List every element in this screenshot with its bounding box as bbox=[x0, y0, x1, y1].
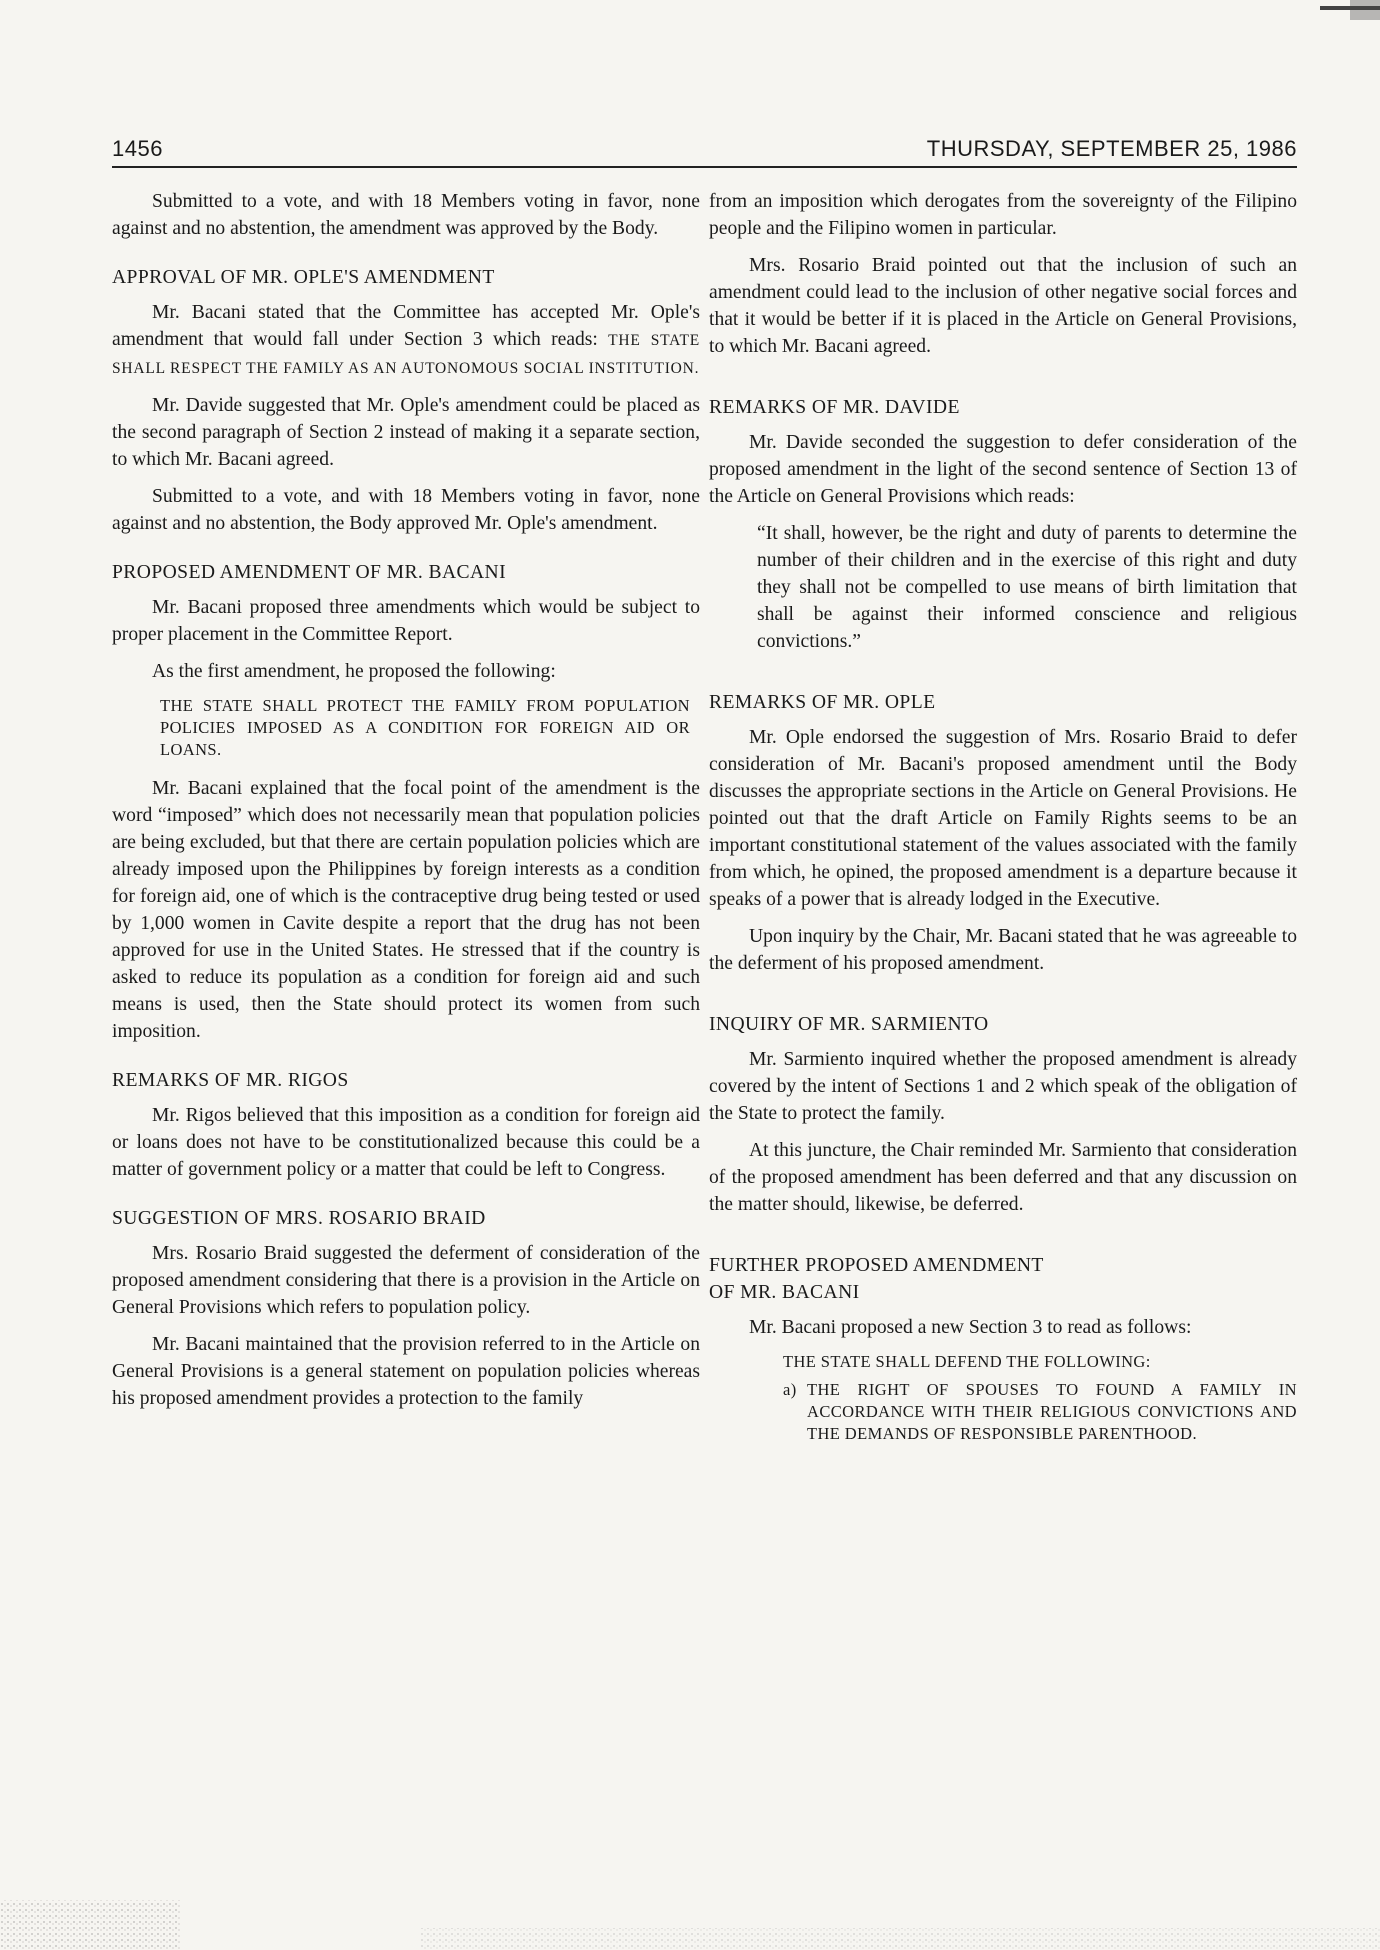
section-heading: PROPOSED AMENDMENT OF MR. BACANI bbox=[112, 562, 507, 583]
paragraph: Mr. Bacani proposed a new Section 3 to read as follows: bbox=[749, 1317, 1192, 1338]
section-heading: INQUIRY OF MR. SARMIENTO bbox=[709, 1014, 989, 1035]
list-item bbox=[783, 1379, 1297, 1445]
list-item-text: THE RIGHT OF SPOUSES TO FOUND A FAMILY IN ACCORDANCE WITH THEIR RELIGIOUS CONVICTIONS AND THE DEMANDS OF RESPONSIBLE PARENTHOOD. bbox=[807, 1380, 1297, 1443]
paragraph: Mr. Bacani explained that the focal point of the amendment is the word “imposed” which does not necessarily mean that population policies are being excluded, but that there are certain population policies which are already imposed upon the Philippines by foreign interests as a condition for foreign aid, one of which is the contraceptive drug being tested or used by 1,000 women in Cavite despite a report that the drug has not been approved for use in the United States. He stressed that if the country is asked to reduce its population as a condition for foreign aid and such means is used, then the State should protect its women from such imposition. bbox=[112, 778, 700, 1042]
page-header bbox=[112, 128, 1297, 168]
section-heading: REMARKS OF MR. OPLE bbox=[709, 692, 936, 713]
page-number: 1456 bbox=[112, 136, 163, 161]
section-heading: REMARKS OF MR. DAVIDE bbox=[709, 397, 960, 418]
paragraph: Upon inquiry by the Chair, Mr. Bacani stated that he was agreeable to the deferment of his proposed amendment. bbox=[709, 926, 1297, 974]
scan-corner-artifact bbox=[1350, 0, 1380, 20]
left-column bbox=[112, 188, 700, 1445]
scan-edge-mark bbox=[1320, 6, 1380, 10]
proposed-amendment-text: THE STATE SHALL PROTECT THE FAMILY FROM POPULATION POLICIES IMPOSED AS A CONDITION FOR FOREIGN AID OR LOANS. bbox=[160, 696, 690, 759]
paragraph: Mr. Davide suggested that Mr. Ople's amendment could be placed as the second paragraph of Section 2 instead of making it a separate section, to which Mr. Bacani agreed. bbox=[112, 395, 700, 470]
paragraph: Mr. Bacani maintained that the provision referred to in the Article on General Provisions is a general statement on population policies whereas his proposed amendment provides a protection to the family bbox=[112, 1334, 700, 1409]
quoted-provision: “It shall, however, be the right and duty of parents to determine the number of their children and in the exercise of this right and duty they shall not be compelled to use means of birth limitation that shall be against their informed conscience and religious convictions.” bbox=[757, 523, 1297, 652]
paragraph: Mrs. Rosario Braid pointed out that the inclusion of such an amendment could lead to the inclusion of other negative social forces and that it would be better if it is placed in the Article on General Provisions, to which Mr. Bacani agreed. bbox=[709, 255, 1297, 357]
section-heading: SUGGESTION OF MRS. ROSARIO BRAID bbox=[112, 1208, 486, 1229]
paragraph bbox=[112, 299, 700, 382]
paragraph-text: Mr. Bacani stated that the Committee has accepted Mr. Ople's amendment that would fall under Section 3 which reads: bbox=[112, 302, 700, 350]
paragraph: Mr. Sarmiento inquired whether the proposed amendment is already covered by the intent of Sections 1 and 2 which speak of the obligation of the State to protect the family. bbox=[709, 1049, 1297, 1124]
list-marker: a) bbox=[783, 1380, 797, 1399]
paragraph: Mr. Ople endorsed the suggestion of Mrs. Rosario Braid to defer consideration of Mr. Bacani's proposed amendment until the Body discusses the appropriate sections in the Article on General Provisions. He pointed out that the draft Article on Family Rights seems to be an important constitutional statement of the values associated with the family from which, he opined, the proposed amendment is a departure because it speaks of a power that is already lodged in the Executive. bbox=[709, 727, 1297, 910]
right-column bbox=[709, 188, 1297, 1445]
section-heading bbox=[709, 1252, 1297, 1306]
section-heading: REMARKS OF MR. RIGOS bbox=[112, 1070, 349, 1091]
section-heading: APPROVAL OF MR. OPLE'S AMENDMENT bbox=[112, 267, 495, 288]
heading-line: FURTHER PROPOSED AMENDMENT bbox=[709, 1255, 1044, 1276]
quoted-provision: THE STATE SHALL RESPECT THE FAMILY AS AN AUTONOMOUS SOCIAL INSTITUTION. bbox=[112, 332, 700, 377]
paragraph: Mr. Davide seconded the suggestion to defer consideration of the proposed amendment in the light of the second sentence of Section 13 of the Article on General Provisions which reads: bbox=[709, 432, 1297, 507]
text-columns bbox=[112, 188, 1297, 1445]
paragraph: Mrs. Rosario Braid suggested the deferment of consideration of the proposed amendment considering that there is a provision in the Article on General Provisions which refers to population policy. bbox=[112, 1243, 700, 1318]
paragraph: Mr. Rigos believed that this imposition as a condition for foreign aid or loans does not have to be constitutionalized because this could be a matter of government policy or a matter that could be left to Congress. bbox=[112, 1105, 700, 1180]
paragraph: As the first amendment, he proposed the following: bbox=[152, 661, 556, 682]
page-date: THURSDAY, SEPTEMBER 25, 1986 bbox=[926, 136, 1297, 161]
paragraph: Submitted to a vote, and with 18 Members voting in favor, none against and no abstention, the amendment was approved by the Body. bbox=[112, 191, 700, 239]
paragraph: Mr. Bacani proposed three amendments which would be subject to proper placement in the Committee Report. bbox=[112, 597, 700, 645]
paragraph: Submitted to a vote, and with 18 Members voting in favor, none against and no abstention, the Body approved Mr. Ople's amendment. bbox=[112, 486, 700, 534]
heading-line: OF MR. BACANI bbox=[709, 1282, 860, 1303]
paragraph: from an imposition which derogates from the sovereignty of the Filipino people and the Filipino women in particular. bbox=[709, 191, 1297, 239]
scan-noise-artifact bbox=[0, 1890, 1380, 1950]
paragraph: At this juncture, the Chair reminded Mr. Sarmiento that consideration of the proposed amendment has been deferred and that any discussion on the matter should, likewise, be deferred. bbox=[709, 1140, 1297, 1215]
section-heading-caps: THE STATE SHALL DEFEND THE FOLLOWING: bbox=[783, 1352, 1151, 1371]
